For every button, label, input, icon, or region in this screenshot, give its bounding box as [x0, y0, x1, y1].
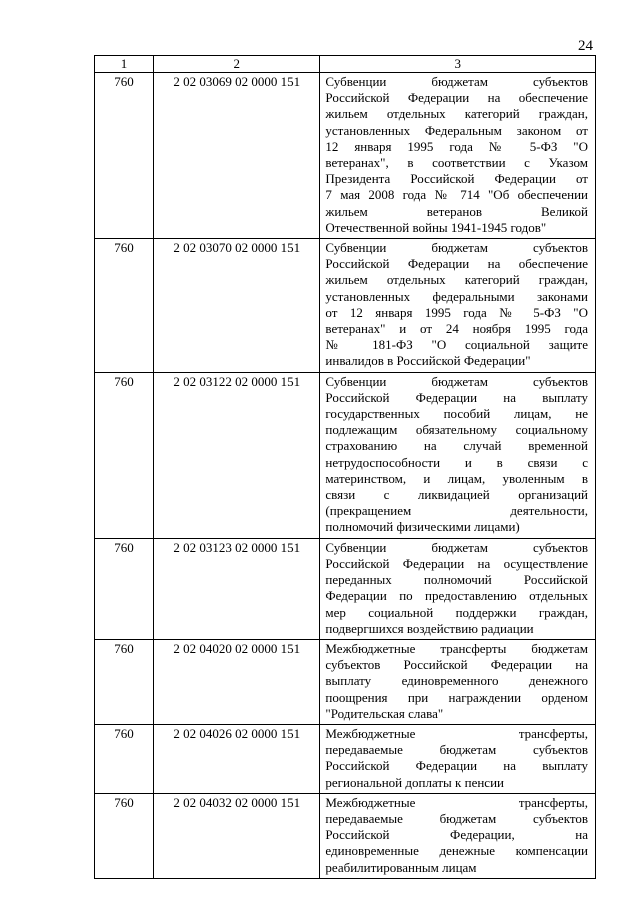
description-line: инвалидов в Российской Федерации" — [325, 353, 531, 369]
budget-codes-table — [94, 55, 596, 879]
revenue-description-cell — [320, 239, 596, 373]
description-line: государственных пособий лицам, не — [325, 406, 588, 422]
description-line: Российской Федерации на выплату — [325, 758, 588, 774]
description-line: реабилитированным лицам — [325, 859, 477, 875]
description-line: Российской Федерации на осуществление — [325, 555, 588, 571]
description-line: Межбюджетные трансферты, — [325, 725, 588, 741]
description-line: ветеранах" и от 24 ноября 1995 года — [325, 321, 588, 337]
budget-classification-code-cell: 2 02 04026 02 0000 151 — [154, 724, 320, 793]
description-line: подвергшихся воздействию радиации — [325, 620, 534, 636]
description-line: Российской Федерации на обеспечение — [325, 256, 588, 272]
description-line: нетрудоспособности и в связи с — [325, 454, 588, 470]
description-line: ветеранах", в соответствии с Указом — [325, 155, 588, 171]
description-line: подлежащим обязательному социальному — [325, 422, 588, 438]
description-line: жильем отдельных категорий граждан, — [325, 106, 588, 122]
description-line: Российской Федерации на выплату — [325, 389, 588, 405]
description-line: передаваемые бюджетам субъектов — [325, 742, 588, 758]
description-line: единовременные денежные компенсации — [325, 843, 588, 859]
description-line: выплату единовременного денежного — [325, 673, 588, 689]
revenue-description-cell — [320, 372, 596, 538]
table-row — [95, 639, 596, 724]
revenue-description-cell — [320, 724, 596, 793]
table-row — [95, 793, 596, 878]
description-line: материнством, и лицам, уволенным в — [325, 470, 588, 486]
budget-classification-code-cell: 2 02 03122 02 0000 151 — [154, 372, 320, 538]
description-line: 12 января 1995 года № 5-ФЗ "О — [325, 138, 588, 154]
admin-code-cell: 760 — [95, 538, 154, 639]
revenue-description-cell — [320, 793, 596, 878]
table-row — [95, 538, 596, 639]
description-line: (прекращением деятельности, — [325, 503, 588, 519]
description-line: 7 мая 2008 года № 714 "Об обеспечении — [325, 187, 588, 203]
description-line: поощрения при награждении орденом — [325, 689, 588, 705]
table-row — [95, 239, 596, 373]
description-line: мер социальной поддержки граждан, — [325, 604, 588, 620]
column-header-2: 2 — [154, 56, 320, 73]
description-line: установленных федеральными законами — [325, 288, 588, 304]
description-line: субъектов Российской Федерации на — [325, 657, 588, 673]
table-row — [95, 372, 596, 538]
table-row — [95, 724, 596, 793]
revenue-description-cell — [320, 538, 596, 639]
description-line: переданных полномочий Российской — [325, 572, 588, 588]
description-line: № 181-ФЗ "О социальной защите — [325, 337, 588, 353]
column-header-1: 1 — [95, 56, 154, 73]
admin-code-cell: 760 — [95, 73, 154, 239]
budget-classification-code-cell: 2 02 04032 02 0000 151 — [154, 793, 320, 878]
admin-code-cell: 760 — [95, 724, 154, 793]
table-row — [95, 73, 596, 239]
description-text — [325, 641, 588, 722]
description-line: Межбюджетные трансферты бюджетам — [325, 640, 588, 656]
description-line: установленных Федеральным законом от — [325, 122, 588, 138]
budget-classification-code-cell: 2 02 03069 02 0000 151 — [154, 73, 320, 239]
description-line: жильем ветеранов Великой — [325, 203, 588, 219]
description-line: Субвенции бюджетам субъектов — [325, 74, 588, 89]
description-text — [325, 74, 588, 236]
description-line: страхованию на случай временной — [325, 438, 588, 454]
description-line: Субвенции бюджетам субъектов — [325, 373, 588, 389]
budget-classification-code-cell: 2 02 03070 02 0000 151 — [154, 239, 320, 373]
description-line: Российской Федерации, на — [325, 827, 588, 843]
description-text — [325, 374, 588, 536]
description-text — [325, 795, 588, 876]
description-text — [325, 726, 588, 791]
description-line: Межбюджетные трансферты, — [325, 794, 588, 810]
description-line: связи с ликвидацией организаций — [325, 487, 588, 503]
admin-code-cell: 760 — [95, 793, 154, 878]
admin-code-cell: 760 — [95, 639, 154, 724]
description-line: "Родительская слава" — [325, 705, 444, 721]
description-line: жильем отдельных категорий граждан, — [325, 272, 588, 288]
description-line: Субвенции бюджетам субъектов — [325, 240, 588, 256]
budget-classification-code-cell: 2 02 03123 02 0000 151 — [154, 538, 320, 639]
page-number: 24 — [578, 38, 593, 54]
description-line: Субвенции бюджетам субъектов — [325, 539, 588, 555]
admin-code-cell: 760 — [95, 372, 154, 538]
description-line: полномочий физическими лицами) — [325, 519, 520, 535]
budget-classification-code-cell: 2 02 04020 02 0000 151 — [154, 639, 320, 724]
description-line: Российской Федерации на обеспечение — [325, 90, 588, 106]
revenue-description-cell — [320, 73, 596, 239]
description-text — [325, 540, 588, 637]
description-line: от 12 января 1995 года № 5-ФЗ "О — [325, 304, 588, 320]
description-line: Федерации по предоставлению отдельных — [325, 588, 588, 604]
description-line: передаваемые бюджетам субъектов — [325, 810, 588, 826]
table-body — [95, 73, 596, 879]
description-line: региональной доплаты к пенсии — [325, 774, 504, 790]
table-header-row — [95, 56, 596, 73]
description-text — [325, 240, 588, 370]
column-header-3: 3 — [320, 56, 596, 73]
admin-code-cell: 760 — [95, 239, 154, 373]
description-line: Отечественной войны 1941-1945 годов" — [325, 219, 547, 235]
revenue-description-cell — [320, 639, 596, 724]
description-line: Президента Российской Федерации от — [325, 171, 588, 187]
